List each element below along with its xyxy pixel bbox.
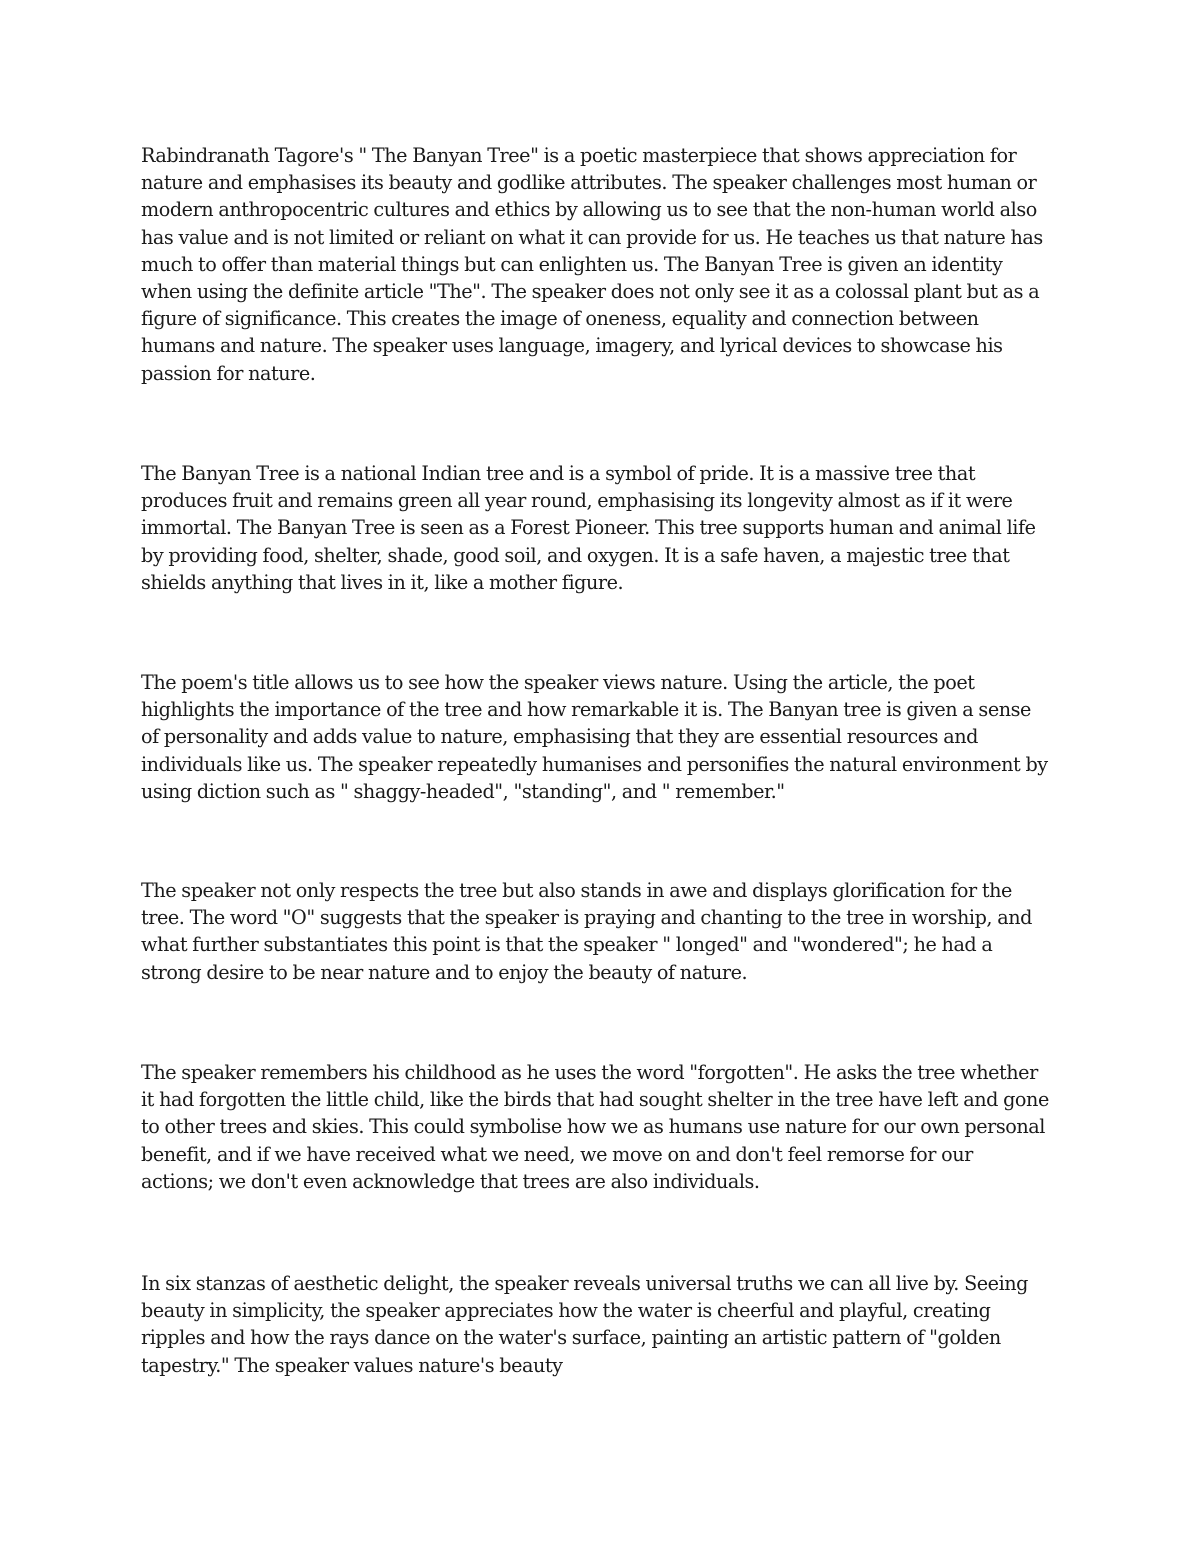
text-line: benefit, and if we have received what we need, we move on and don't feel remorse for our (141, 1142, 973, 1166)
paragraph-childhood (141, 1059, 1066, 1195)
text-line: humans and nature. The speaker uses language, imagery, and lyrical devices to showcase his (141, 334, 1003, 358)
text-line: The speaker remembers his childhood as he uses the word "forgotten". He asks the tree whether (141, 1061, 1038, 1084)
paragraph-national-tree (141, 460, 1066, 596)
text-line: tapestry." The speaker values nature's beauty (141, 1353, 563, 1377)
text-line: much to offer than material things but can enlighten us. The Banyan Tree is given an identity (141, 252, 1003, 276)
text-line: immortal. The Banyan Tree is seen as a Forest Pioneer. This tree supports human and animal life (141, 516, 1036, 540)
text-line: by providing food, shelter, shade, good soil, and oxygen. It is a safe haven, a majestic tree that (141, 543, 1010, 567)
paragraph-stanzas (141, 1270, 1066, 1379)
text-line: highlights the importance of the tree and how remarkable it is. The Banyan tree is given a sense (141, 698, 1031, 722)
text-line: ripples and how the rays dance on the water's surface, painting an artistic pattern of "golden (141, 1326, 1001, 1350)
text-line: when using the definite article "The". The speaker does not only see it as a colossal plant but as a (141, 280, 1040, 304)
text-line: The Banyan Tree is a national Indian tree and is a symbol of pride. It is a massive tree that (141, 462, 976, 485)
text-line: The speaker not only respects the tree but also stands in awe and displays glorification for the (141, 879, 1012, 902)
text-line: shields anything that lives in it, like a mother figure. (141, 570, 624, 594)
text-line: figure of significance. This creates the image of oneness, equality and connection between (141, 307, 979, 331)
text-line: tree. The word "O" suggests that the speaker is praying and chanting to the tree in worship, and (141, 906, 1032, 930)
text-line: In six stanzas of aesthetic delight, the speaker reveals universal truths we can all live by. Seeing (141, 1272, 1028, 1295)
text-line: actions; we don't even acknowledge that trees are also individuals. (141, 1169, 760, 1193)
paragraph-intro (141, 142, 1066, 387)
text-line: The poem's title allows us to see how the speaker views nature. Using the article, the poet (141, 671, 975, 694)
text-line: strong desire to be near nature and to enjoy the beauty of nature. (141, 960, 748, 984)
text-line: produces fruit and remains green all year round, emphasising its longevity almost as if it were (141, 489, 1013, 513)
text-line: using diction such as " shaggy-headed", "standing", and " remember." (141, 779, 785, 803)
text-line: individuals like us. The speaker repeatedly humanises and personifies the natural environment by (141, 752, 1048, 776)
text-line: of personality and adds value to nature, emphasising that they are essential resources and (141, 725, 978, 749)
text-line: it had forgotten the little child, like the birds that had sought shelter in the tree have left and gone (141, 1088, 1049, 1112)
text-line: to other trees and skies. This could symbolise how we as humans use nature for our own personal (141, 1115, 1045, 1139)
paragraph-title-analysis (141, 669, 1066, 805)
text-line: Rabindranath Tagore's " The Banyan Tree" is a poetic masterpiece that shows appreciation for (141, 144, 1017, 167)
text-line: nature and emphasises its beauty and godlike attributes. The speaker challenges most human or (141, 171, 1037, 195)
text-line: has value and is not limited or reliant on what it can provide for us. He teaches us that nature has (141, 225, 1043, 249)
paragraph-awe (141, 877, 1066, 986)
text-line: beauty in simplicity, the speaker appreciates how the water is cheerful and playful, creating (141, 1299, 991, 1323)
text-line: passion for nature. (141, 361, 316, 385)
text-line: what further substantiates this point is that the speaker " longed" and "wondered"; he had a (141, 933, 993, 957)
text-line: modern anthropocentric cultures and ethics by allowing us to see that the non-human world also (141, 198, 1037, 222)
